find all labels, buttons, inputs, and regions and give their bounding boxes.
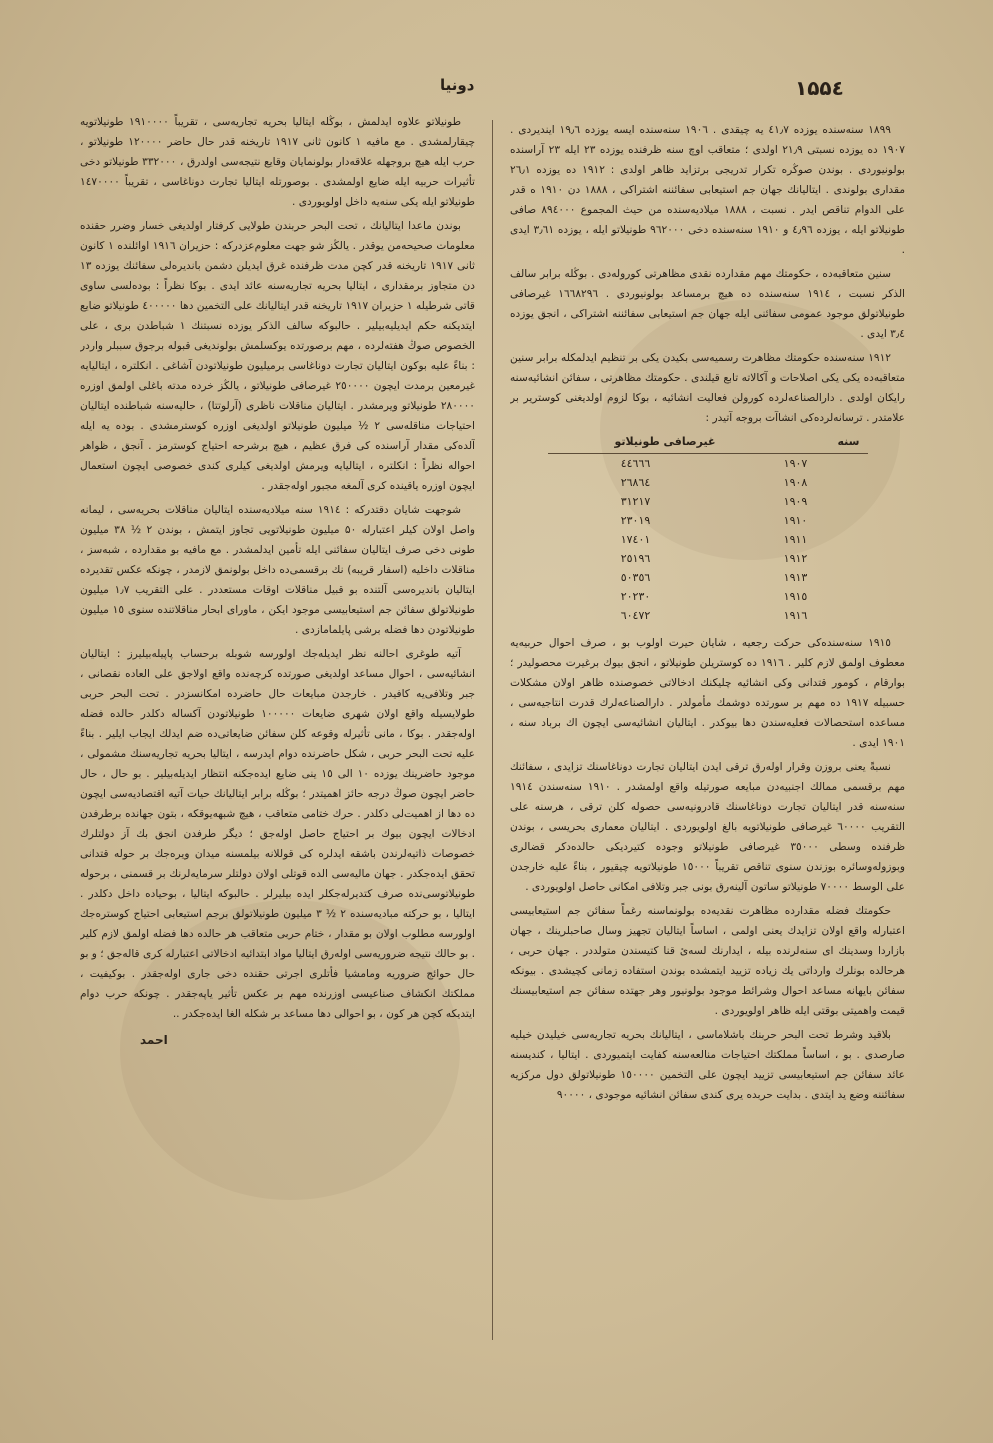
paragraph: شوجهت شایان دقتدرکه : ۱۹۱٤ سنه میلادیه‌سنده ایتالیان مناقلات بحریه‌سی ، لیمانه واصل اولان کیلر اعتبارله ۵۰ میلیون طونیلاتویی تجاوز ایتمش ، بوندن ۲ ½ ۳۸ میلیون طونی دخی صرف ایتالیان سفائنی ایله تأمین ایدلمشدر . مع مافیه بو مقدارده ، شبه‌سز ، مناقلات داخلیه (اسفار قریبه) نك برقسمی‌ده داخل بولونمق لازمدر ، چونکه عکس تقدیرده ایتالیان باندیره‌سی آلتنده بو قبیل مناقلات اوقات مستعددر . علی التقریب ۱٫۷ میلیون طونیلاتولق سفائن جم استیعابیسی موجود ایکن ، ماورای ابحار مناقلاتنده سنوی ۱٥ میلیون طونیلاتودن دها فضله برشی پایلمامازدی . [80,504,475,636]
tonnage-cell: ۲۰۲۳۰ [620,590,651,603]
table-row [548,549,868,568]
table-row [548,492,868,511]
paragraph: ۱۹۱۲ سنه‌سنده حکومتك مظاهرت رسمیه‌سی بکیدن یکی بر تنظیم ایدلمکله برابر سنین متعاقبه‌ده یکی یکی اصلاحات و آکالاته تابع قیلندی . حکومتك مظاهرتی ، سفائن انشائیه‌سنه رایکان اولدی . دارالصناعه‌لرده کورولن فعالیت انشائیه ، بوکا لزوم اولدیغنی کوستریر بر علامتدر . ترسانه‌لرده‌کی انشاآت بروجه آتیدر : [510,352,905,424]
year-cell: ۱۹۱۳ [783,571,808,584]
year-cell: ۱۹۰۹ [783,495,808,508]
year-cell: ۱۹۱٥ [783,590,808,603]
table-row [548,568,868,587]
shipbuilding-table [548,432,868,625]
year-cell: ۱۹۰۷ [783,457,808,470]
year-column-header: سنه [724,432,868,454]
tonnage-cell: ٦۰٤۷۲ [620,609,651,622]
table-row [548,473,868,492]
paragraph: سنین متعاقبه‌ده ، حکومتك مهم مقدارده نقدی مظاهرتی کوروله‌دی . بوڭله برابر سالف الذکر نسبت ، ۱۹۱٤ سنه‌سنده ده هیچ برمساعد بولونیوردی . ۱٦٦۸۲۹٦ غیرصافی طونیلاتولق موجود عمومی سفائنی ایله جهان جم استیعابی سفائننه اشتراکی ، انجق یوزده ۳٫٤ ایدی . [510,268,905,340]
paragraph: بلاقید وشرط تحت البحر حربنك باشلاماسی ، ایتالیانك بحریه تجاریه‌سی خیلیدن خیلیه صارصدی . بو ، اساساً مملکتك احتیاجات منالعه‌سنه کفایت ایتمیوردی . ایتالیا ، کندیسنه عائد سفائن جم استیعابیسی تزیید ایچون علی التخمین ۱٥۰۰۰۰ طونیلاتولق دول مرکزیه سفائننه وضع ید ایتدی . بدایت حربده‌ یری کندی سفائن انشائیه موجودی ، ۹۰۰۰۰ [510,1029,905,1101]
year-cell: ۱۹۰۸ [783,476,808,489]
table-row [548,454,868,474]
table-row [548,587,868,606]
paragraph: ۱۹۱٥ سنه‌سنده‌کی حرکت رجعیه ، شایان حیرت اولوب بو ، صرف احوال حربیه‌یه معطوف اولمق لازم کلیر . ۱۹۱٦ ده کوستریلن طونیلاتو ، انجق بیوك برغیرت محصولیدر ؛ بوارقام ، کومور قتدانی وکی انشائیه چلیکنك ادخالاتی خصوصنده ظاهر اولان مشکلات حسبیله ۱۹۱۷ ده مهم بر سورتده دوشمك مأمولدر . دارالصناعه‌لرك قدرت انتاجیه‌سی ، مساعده استحصالات فعلیه‌سندن دها بیوکدر . ایتالیان انشائیه‌سی ایچون اك برباد سنه ، ۱۹۰۱ ایدی . [510,637,905,749]
paragraph: ۱۸۹۹ سنه‌سنده یوزده ٤۱٫۷ یه چیقدی . ۱۹۰٦ سنه‌سنده ایسه یوزده ۱۹٫٦ ایندیردی . ۱۹۰۷ ده یوزده نسبتی ۲۱٫۹ اولدی ؛ متعاقب اوچ سنه ظرفنده یوزده ۲۳ ایله ۲۳ آراسنده بولونیوردی . بوندن صوڭره تکرار تدریجی برتزاید ظاهر اولدی : ۱۹۱۲ ده یوزده ۲٦٫۱ مقداری بولوندی . ایتالیانك جهان جم استیعابی سفائننه اشتراکی ، ۱۸۸۸ دن ۱۹۱۰ ه قدر علی الدوام تناقص ایدر . نسبت ، ۱۸۸۸ میلادیه‌سنده من حیث المجموع ۸۹٤۰۰۰ صافی طونیلاتو ایله ، یوزده ٤٫۹٦ و ۱۹۱۰ سنه‌سنده دخی ۹٦۲۰۰۰ طونیلاتو ایله ، یوزده ۳٫٦۱ ایدی . [510,124,905,256]
year-cell: ۱۹۱۲ [783,552,808,565]
table-row [548,511,868,530]
table-header-row [548,432,868,454]
tonnage-cell: ٤٤٦٦٦ [620,457,651,470]
paragraph: بوندن ماعدا ایتالیانك ، تحت البحر حربندن طولایی کرفتار اولدیغی خسار وضرر حقنده معلومات صحیحه‌من یوقدر . یالڭز شو جهت معلوم‌عزدرکه : حزیران ۱۹۱٦ اوائلنده ۱ کانون ثانی ۱۹۱۷ تاریخنه قدر کچن مدت ظرفنده غرق ایدیلن دشمن باندیره‌لی سفائنك یوزده ۱۳ دن متجاوز برمقداری ، ایتالیا بحریه تجاریه‌سنه عائد ایدی . بوکا نظراً : بوده‌لسی ساوی قاتی شرطیله ۱ حزیران ۱۹۱۷ تاریخنه قدر ایتالیانك علی التخمین دها ٤۰۰۰۰۰ طونیلاتو ضایع ایتدیکنه حکم ایدیلیه‌بیلیر . حالبوکه سالف الذکر یوزده نسبتنك ۱ شباطدن بری ، علی الخصوص صوڭ هفته‌لرده ، مهم برصورتده یوکسلمش بولوندیغی قبوله برجوق سببلر واردر : بناءً علیه بوکون ایتالیان تجارت دوناغاسی برمیلیون طونیلاتودن آشاغی . انکلتره ، ایتالیایه غیرمعین برمدت ایچون ۲٥۰۰۰۰ غیرصافی طونیلاتو ، یالڭز خرده مدته باغلی اولمق اوزره ۲۸۰۰۰۰ طونیلاتو ویرمشدر . ایتالیان مناقلات ناظری (آرلوتتا) ، حالیه‌سنه شباطنده ایتالیان احتیاجات مناقله‌سی ۲ ½ میلیون طونیلاتو اولدیغی اوزره کوسترمشدی . بوده یه ایله آلده‌کی مقدار آراسنده کی فرق عظیم ، هیچ برشرحه احتیاج کوسترمز . آنجق ، ظواهر احواله نظراً : انکلتره ، ایتالیایه ویرمش اولدیغی کیلری کندی خصوصی ایچون استعمال ایچون اوزره یاقینده کری آلمغه مجبور اوله‌جقدر . [80,220,475,492]
tonnage-cell: ۱۷٤۰۱ [620,533,651,546]
year-cell: ۱۹۱۰ [783,514,808,527]
table-row [548,530,868,549]
right-column [510,120,905,1350]
page-number: ۱۵۵٤ [795,76,844,100]
paragraph: حکومتك فضله مقدارده مظاهرت نقدیه‌ده بولونماسنه رغماً سفائن جم استیعابیسی اعتبارله واقع اولان تزایدك یعنی اولمی ، اساساً ایتالیان تجهیز وسال صاحبلرینك ، جهان بازاردا وسدینك ای سنه‌لرنده بیله ، ایدارنك لسه‌ئ قنا کتیسندن متولددر . جهان حربی ، هرحالده بونلرك وارداتی یك زیاده تزیید ایتمشده بوندن استفاده زمانی کچیشدی . بیونکه سفائن بایهانه مساعد احوال وشرائط موجود بولونیور وهر جهتده سفائن جم استیعابیسنك قیمت واهمیتی بوقتی ایله ظاهر اولویوردی . [510,905,905,1017]
tonnage-cell: ۲۳۰۱۹ [620,514,651,527]
tonnage-column-header: غیرصافی طونیلاتو [548,432,724,454]
running-title: دونیا [440,76,475,94]
year-cell: ۱۹۱۱ [783,533,808,546]
year-cell: ۱۹۱٦ [783,609,808,622]
tonnage-cell: ۲٥۱۹٦ [620,552,651,565]
tonnage-cell: ٥۰۳٥٦ [620,571,651,584]
page-header [80,70,933,106]
paragraph: طونیلاتو علاوه ایدلمش ، بوڭله ایتالیا بحریه تجاریه‌سی ، تقریباً ۱۹۱۰۰۰۰ طونیلاتویه چیقارلمشدی . مع مافیه ۱ کانون ثانی ۱۹۱۷ تاریخنه قدر حال حاضر ۱۲۰۰۰۰ طونیلاتو ، حرب ایله هیچ بروجهله علاقه‌دار بولونمایان وقایع نتیجه‌سی اولدرق ، ۳۳۲۰۰۰ طونیلاتو دخی تأثیرات حربیه ایله ضایع اولمشدی . بوصورتله ایتالیا تجارت دوناغاسی ، تقریباً ۱٤۷۰۰۰۰ طونیلاتو ایله یکی سنه‌یه داخل اولویوردی . [80,116,475,208]
paragraph: نسبةً یعنی بروزن وقرار اوله‌رق ترقی ایدن ایتالیان تجارت دوناغاسنك تزایدی ، سفائنك مهم برقسمی ممالك اجنبیه‌دن مبایعه صورتیله واقع اولمشدر . ۱۹۱۰ سنه‌سندن ۱۹۱٤ سنه‌سنه قدر ایتالیان تجارت دوناغاسنك قادرونیه‌سی حصوله کلن ترقی ، هرسنه علی التقریب ٦۰۰۰۰ غیرصافی طونیلاتویه بالغ اولویوردی . ایتالیان معماری بحریسی ، بوندن ظرفنده وسطی ۳٥۰۰۰ غیرصافی طونیلاتو وجوده کتیردیکی حالده‌دکر قضالری وبوزوله‌وسائره بوزندن سنوی تناقص تقریباً ۱٥۰۰۰ طونیلاتویه چیقیور ، بناءً علیه خارجدن علی الوسط ۷۰۰۰۰ طونیلاتو ساتون آلینه‌رق بونی جبر وتلافی امکانی حاصل اولویوردی . [510,761,905,893]
author-signature: احمد [140,1033,168,1047]
column-divider [492,120,493,1340]
left-column [80,112,475,1342]
paragraph: آتیه طوغری احالنه نظر ایدیله‌جك اولورسه شوبله برحساب پاپیله‌بیلیرز : ایتالیان انشائیه‌سی ، احوال مساعد اولدیغی صورتده کرچه‌نده واقع اولاجق علی العاده نقصانی ، جبر وتلافی‌یه کافیدر . خارجدن مبایعات حال حاضرده امکانسزدر . تحت البحر حربی طولایسیله واقع اولان شهری ضایعات ۱۰۰۰۰۰ طونیلاتودن آکساله دکلدر حالده فضله اوله‌جقدر . بوکا ، مانی تأثیرله وقوعه کلن سفائن ضایعاتی‌ده ضم ایدلك ایجاب ایلیر . بناءً علیه تحت البحر حربی ، شکل حاضرنده دوام ایدرسه ، ایتالیا بحریه تجاریه‌سنك مشمولی ، موجود حاضرینك یوزده ۱۰ الی ۱٥ ینی ضایع ایده‌جکنه انتظار ایدیله‌بیلیر . بو حال ، حال حاضر ایچون صوڭ درجه حائز اهمیتدر ؛ بوڭله برابر ایتالیانك حیات آتیه اقتصادیه‌سی ایچون ده دها از اهمیت‌لی دکلدر . حرك ختامی متعاقب ، هیچ شبهه‌یوقکه ، بتون جهانده برطرفدن ادخالات ایچون بیوك بر احتیاج حاصل اوله‌جق ؛ دیگر طرفدن انجق بك آز دولتلرك خصوصات ذاتیه‌لرندن باشقه ایدلره کی قوللانه بیلمسنه میدان ویره‌جك بر حوله قتدانی تحقق ایده‌جکدر . جهان مالیه‌سی الده قوتلی اولان دولتلر سرمایه‌لرنك بر قسمنی ، برحوله طونیلاتوسی‌نده صرف کتدیرله‌جکلر ایده بیلیرلر . حالبوکه ایتالیا ، بوحیاده داخل دکلدر . ایتالیا ، بو حرکته مبادیه‌سنده ۲ ½ ۳ میلیون طونیلاتولق برجم استیعابی احتیاج کوستره‌جك اولورسه مطلوب اولان بو مقدار ، ختام حربی متعاقب هر حالده دها فضله اولمق لازم کلیر . بو حالك نتیجه ضروریه‌سی اوله‌رق ایتالیا مواد ابتدائیه ادخالاتی اعتبارله کری قاله‌جق ؛ و بو حال حوائج ضروریه ومامشیا فأتلری اجرتی حقنده دخی جاری اوله‌جقدر . بوکیفیت ، مملکتك انکشاف صناعیسی اوزرنده مهم بر عکس تأثیر یاپه‌جقدر . چونکه حرب دوام ایتدیکه کچن هر کون ، بو احوالی دها مساعد بر شکله الغا ایده‌جکدر .. [80,648,475,1020]
table-row [548,606,868,625]
tonnage-cell: ۲٦۸٦٤ [620,476,651,489]
tonnage-cell: ۳۱۲۱۷ [620,495,651,508]
